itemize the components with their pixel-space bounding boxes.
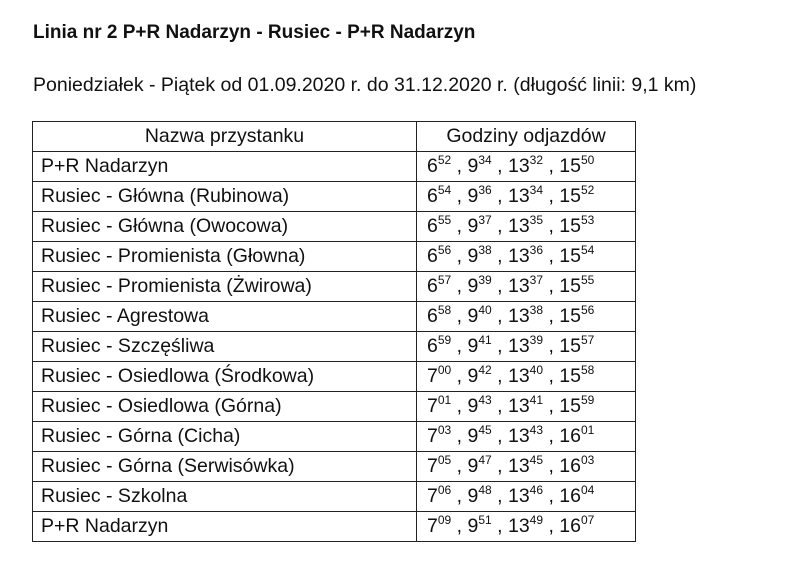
departure-minutes: 41: [478, 332, 492, 347]
departure-minutes: 36: [529, 242, 544, 257]
departure-minutes: 47: [478, 452, 492, 467]
departure-time: $13^{34}$: [507, 182, 544, 207]
stop-name-cell: Rusiec - Górna (Cicha): [33, 422, 417, 452]
departure-time: $7^{00}$: [427, 362, 452, 387]
table-row: [33, 242, 636, 272]
departure-minutes: 43: [529, 422, 544, 437]
departure-minutes: 01: [581, 422, 595, 437]
departure-minutes: 48: [478, 482, 492, 497]
departure-times-cell: $6^{55}$ , $9^{37}$ , $13^{35}$ , $15^{53}$: [417, 212, 636, 242]
table-row: [33, 422, 636, 452]
table-row: [33, 272, 636, 302]
departure-time: $15^{57}$: [559, 332, 595, 357]
departure-minutes: 39: [478, 272, 492, 287]
departure-minutes: 00: [437, 362, 452, 377]
stop-name-cell: Rusiec - Agrestowa: [33, 302, 417, 332]
departure-time: $16^{01}$: [559, 422, 595, 447]
table-row: [33, 212, 636, 242]
departure-time: $13^{38}$: [507, 302, 544, 327]
departure-minutes: 43: [478, 392, 492, 407]
departure-minutes: 46: [529, 482, 544, 497]
departure-minutes: 57: [437, 272, 452, 287]
departure-time: $15^{54}$: [559, 242, 595, 267]
stop-name-cell: Rusiec - Osiedlowa (Górna): [33, 392, 417, 422]
departure-minutes: 40: [529, 362, 544, 377]
departure-time: $9^{36}$: [467, 182, 492, 207]
stop-name-cell: Rusiec - Promienista (Żwirowa): [33, 272, 417, 302]
departure-minutes: 38: [529, 302, 544, 317]
stop-name-cell: P+R Nadarzyn: [33, 152, 417, 182]
departure-minutes: 04: [581, 482, 595, 497]
departure-minutes: 45: [529, 452, 544, 467]
departure-time: $16^{07}$: [559, 512, 595, 537]
departure-time: $7^{01}$: [427, 392, 452, 417]
departure-time: $13^{32}$: [507, 152, 544, 177]
departure-time: $15^{50}$: [559, 152, 595, 177]
departure-time: $6^{52}$: [427, 152, 452, 177]
departure-minutes: 06: [437, 482, 452, 497]
stop-name-cell: Rusiec - Szczęśliwa: [33, 332, 417, 362]
departure-time: $13^{45}$: [507, 452, 544, 477]
stop-name-cell: Rusiec - Główna (Rubinowa): [33, 182, 417, 212]
table-row: [33, 362, 636, 392]
departure-times-cell: $6^{57}$ , $9^{39}$ , $13^{37}$ , $15^{55}$: [417, 272, 636, 302]
departure-minutes: 54: [437, 182, 452, 197]
departure-minutes: 37: [478, 212, 492, 227]
departure-times-cell: $6^{58}$ , $9^{40}$ , $13^{38}$ , $15^{56}$: [417, 302, 636, 332]
departure-times-cell: $6^{52}$ , $9^{34}$ , $13^{32}$ , $15^{50}$: [417, 152, 636, 182]
departure-time: $15^{59}$: [559, 392, 595, 417]
departure-time: $13^{41}$: [507, 392, 544, 417]
departure-time: $9^{37}$: [467, 212, 492, 237]
table-row: [33, 482, 636, 512]
departure-time: $13^{35}$: [507, 212, 544, 237]
departure-minutes: 55: [437, 212, 452, 227]
departure-time: $6^{57}$: [427, 272, 452, 297]
table-row: [33, 512, 636, 542]
departure-minutes: 37: [529, 272, 544, 287]
departure-time: $15^{55}$: [559, 272, 595, 297]
timetable-body: [33, 152, 636, 542]
departure-time: $13^{36}$: [507, 242, 544, 267]
departure-minutes: 35: [529, 212, 544, 227]
departure-time: $15^{58}$: [559, 362, 595, 387]
departure-times-cell: $7^{06}$ , $9^{48}$ , $13^{46}$ , $16^{04}$: [417, 482, 636, 512]
departure-time: $9^{51}$: [467, 512, 492, 537]
schedule-validity-subtitle: Poniedziałek - Piątek od 01.09.2020 r. do 31.12.2020 r. (długość linii: 9,1 km): [33, 74, 697, 96]
departure-minutes: 53: [581, 212, 595, 227]
stop-name-cell: Rusiec - Górna (Serwisówka): [33, 452, 417, 482]
departure-minutes: 58: [581, 362, 595, 377]
departure-time: $13^{39}$: [507, 332, 544, 357]
departure-minutes: 56: [437, 242, 452, 257]
departure-times-cell: $6^{54}$ , $9^{36}$ , $13^{34}$ , $15^{52}$: [417, 182, 636, 212]
departure-minutes: 40: [478, 302, 492, 317]
departure-time: $9^{48}$: [467, 482, 492, 507]
stop-name-cell: Rusiec - Promienista (Głowna): [33, 242, 417, 272]
page-title: Linia nr 2 P+R Nadarzyn - Rusiec - P+R Nadarzyn: [33, 22, 476, 43]
departure-minutes: 32: [529, 152, 544, 167]
departure-time: $6^{55}$: [427, 212, 452, 237]
departure-time: $13^{37}$: [507, 272, 544, 297]
departure-time: $9^{45}$: [467, 422, 492, 447]
departure-time: $9^{38}$: [467, 242, 492, 267]
departure-time: $7^{09}$: [427, 512, 452, 537]
departure-minutes: 45: [478, 422, 492, 437]
departure-minutes: 49: [529, 512, 544, 527]
table-row: [33, 392, 636, 422]
departure-minutes: 59: [581, 392, 595, 407]
departure-times-cell: $7^{00}$ , $9^{42}$ , $13^{40}$ , $15^{58}$: [417, 362, 636, 392]
departure-minutes: 42: [478, 362, 492, 377]
stop-name-cell: Rusiec - Szkolna: [33, 482, 417, 512]
departure-minutes: 58: [437, 302, 452, 317]
departure-minutes: 52: [437, 152, 452, 167]
departure-times-cell: $6^{59}$ , $9^{41}$ , $13^{39}$ , $15^{57}$: [417, 332, 636, 362]
departure-time: $15^{53}$: [559, 212, 595, 237]
departure-minutes: 55: [581, 272, 595, 287]
departure-time: $9^{34}$: [467, 152, 492, 177]
departure-times-cell: $7^{03}$ , $9^{45}$ , $13^{43}$ , $16^{01}$: [417, 422, 636, 452]
departure-minutes: 57: [581, 332, 595, 347]
departure-time: $6^{54}$: [427, 182, 452, 207]
stop-name-cell: Rusiec - Osiedlowa (Środkowa): [33, 362, 417, 392]
departure-minutes: 51: [478, 512, 492, 527]
timetable-header-row: [33, 122, 636, 152]
departure-minutes: 01: [437, 392, 452, 407]
stop-name-cell: P+R Nadarzyn: [33, 512, 417, 542]
departure-time: $6^{56}$: [427, 242, 452, 267]
table-row: [33, 182, 636, 212]
departure-time: $16^{03}$: [559, 452, 595, 477]
departure-minutes: 59: [437, 332, 452, 347]
departure-minutes: 36: [478, 182, 492, 197]
departure-minutes: 38: [478, 242, 492, 257]
departure-times-cell: $6^{56}$ , $9^{38}$ , $13^{36}$ , $15^{54}$: [417, 242, 636, 272]
departure-minutes: 41: [529, 392, 544, 407]
departure-time: $9^{40}$: [467, 302, 492, 327]
departure-time: $9^{39}$: [467, 272, 492, 297]
departure-time: $13^{40}$: [507, 362, 544, 387]
departure-minutes: 52: [581, 182, 595, 197]
departure-minutes: 39: [529, 332, 544, 347]
departure-time: $9^{42}$: [467, 362, 492, 387]
stop-name-cell: Rusiec - Główna (Owocowa): [33, 212, 417, 242]
departure-minutes: 50: [581, 152, 595, 167]
table-row: [33, 332, 636, 362]
departure-times-cell: $7^{09}$ , $9^{51}$ , $13^{49}$ , $16^{07}$: [417, 512, 636, 542]
header-stop-name: Nazwa przystanku: [33, 122, 417, 152]
departure-time: $15^{56}$: [559, 302, 595, 327]
departure-minutes: 03: [437, 422, 452, 437]
departure-time: $6^{58}$: [427, 302, 452, 327]
table-row: [33, 452, 636, 482]
departure-times-cell: $7^{01}$ , $9^{43}$ , $13^{41}$ , $15^{59}$: [417, 392, 636, 422]
departure-minutes: 54: [581, 242, 595, 257]
departure-minutes: 03: [581, 452, 595, 467]
departure-time: $15^{52}$: [559, 182, 595, 207]
departure-time: $7^{05}$: [427, 452, 452, 477]
departure-time: $16^{04}$: [559, 482, 595, 507]
departure-time: $7^{06}$: [427, 482, 452, 507]
departure-minutes: 34: [478, 152, 492, 167]
timetable: [32, 121, 636, 542]
departure-minutes: 34: [529, 182, 544, 197]
departure-time: $6^{59}$: [427, 332, 452, 357]
departure-time: $9^{43}$: [467, 392, 492, 417]
departure-minutes: 05: [437, 452, 452, 467]
departure-time: $13^{43}$: [507, 422, 544, 447]
departure-time: $9^{47}$: [467, 452, 492, 477]
departure-time: $9^{41}$: [467, 332, 492, 357]
departure-minutes: 07: [581, 512, 595, 527]
departure-time: $13^{46}$: [507, 482, 544, 507]
departure-time: $7^{03}$: [427, 422, 452, 447]
table-row: [33, 152, 636, 182]
departure-minutes: 56: [581, 302, 595, 317]
departure-time: $13^{49}$: [507, 512, 544, 537]
header-departure-times: Godziny odjazdów: [417, 122, 636, 152]
table-row: [33, 302, 636, 332]
departure-times-cell: $7^{05}$ , $9^{47}$ , $13^{45}$ , $16^{03}$: [417, 452, 636, 482]
departure-minutes: 09: [437, 512, 452, 527]
